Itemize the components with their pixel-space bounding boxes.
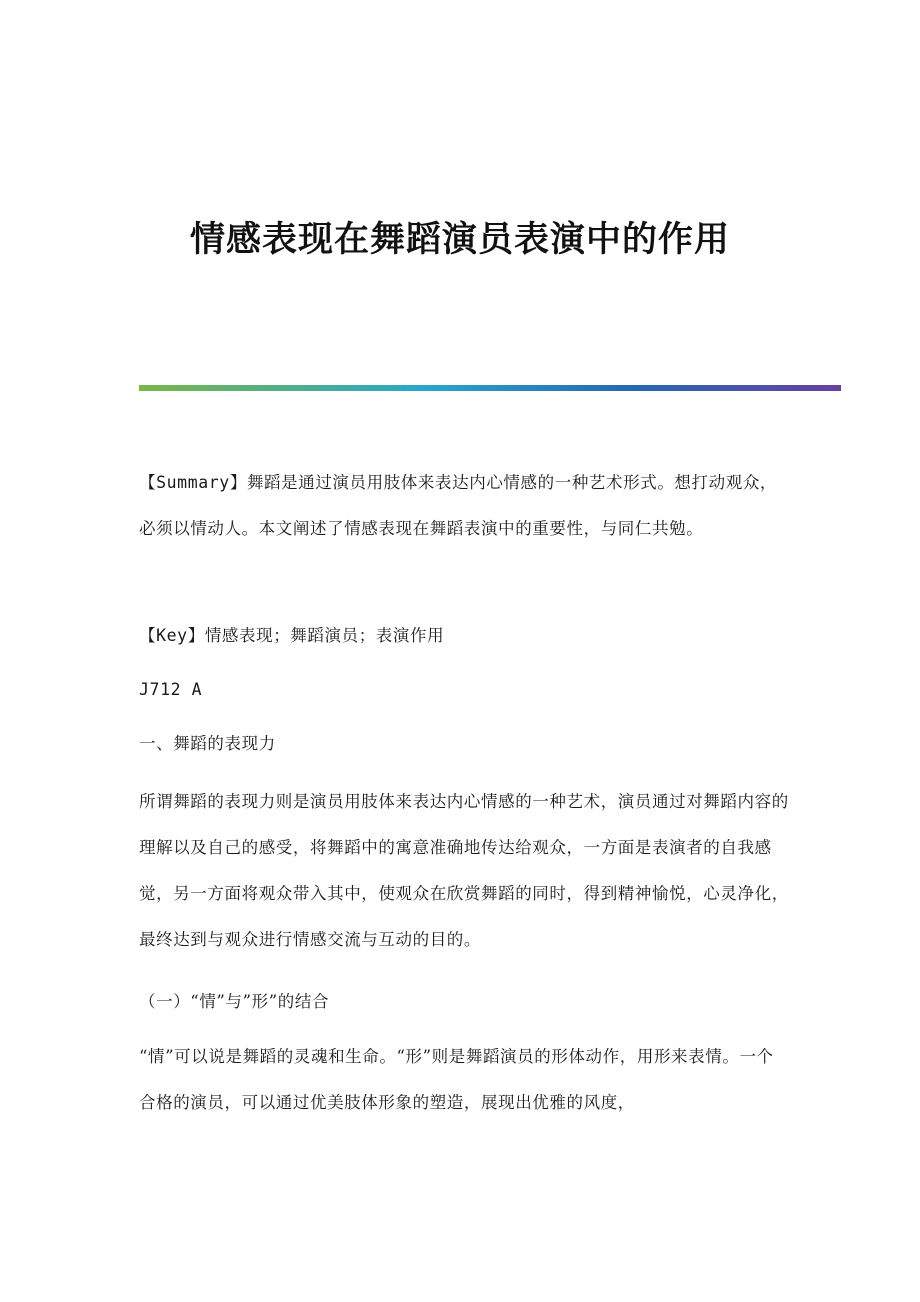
subsection-heading: （一）“情”与”形”的结合 (139, 992, 330, 1011)
subsection-paragraph: “情”可以说是舞蹈的灵魂和生命。“形”则是舞蹈演员的形体动作，用形来表情。一个合格的演员，可以通过优美肢体形象的塑造，展现出优雅的风度， (139, 1047, 774, 1112)
section-paragraph: 所谓舞蹈的表现力则是演员用肢体来表达内心情感的一种艺术，演员通过对舞蹈内容的理解以及自己的感受，将舞蹈中的寓意准确地传达给观众，一方面是表演者的自我感觉，另一方面将观众带入其中，使观众在欣赏舞蹈的同时，得到精神愉悦，心灵净化，最终达到与观众进行情感交流与互动的目的。 (139, 792, 789, 949)
document-title: 情感表现在舞蹈演员表演中的作用 (189, 219, 730, 260)
keywords-paragraph (139, 613, 789, 659)
summary-text: 舞蹈是通过演员用肢体来表达内心情感的一种艺术形式。想打动观众，必须以情动人。本文阐述了情感表现在舞蹈表演中的重要性，与同仁共勉。 (139, 473, 778, 538)
keywords-label: 【Key】 (139, 626, 205, 645)
keywords-text: 情感表现；舞蹈演员；表演作用 (204, 626, 445, 645)
summary-label: 【Summary】 (139, 473, 247, 492)
classification-code: J712 A (139, 680, 203, 699)
summary-paragraph (139, 460, 789, 552)
title-divider (139, 385, 841, 391)
section-heading: 一、舞蹈的表现力 (139, 734, 276, 753)
